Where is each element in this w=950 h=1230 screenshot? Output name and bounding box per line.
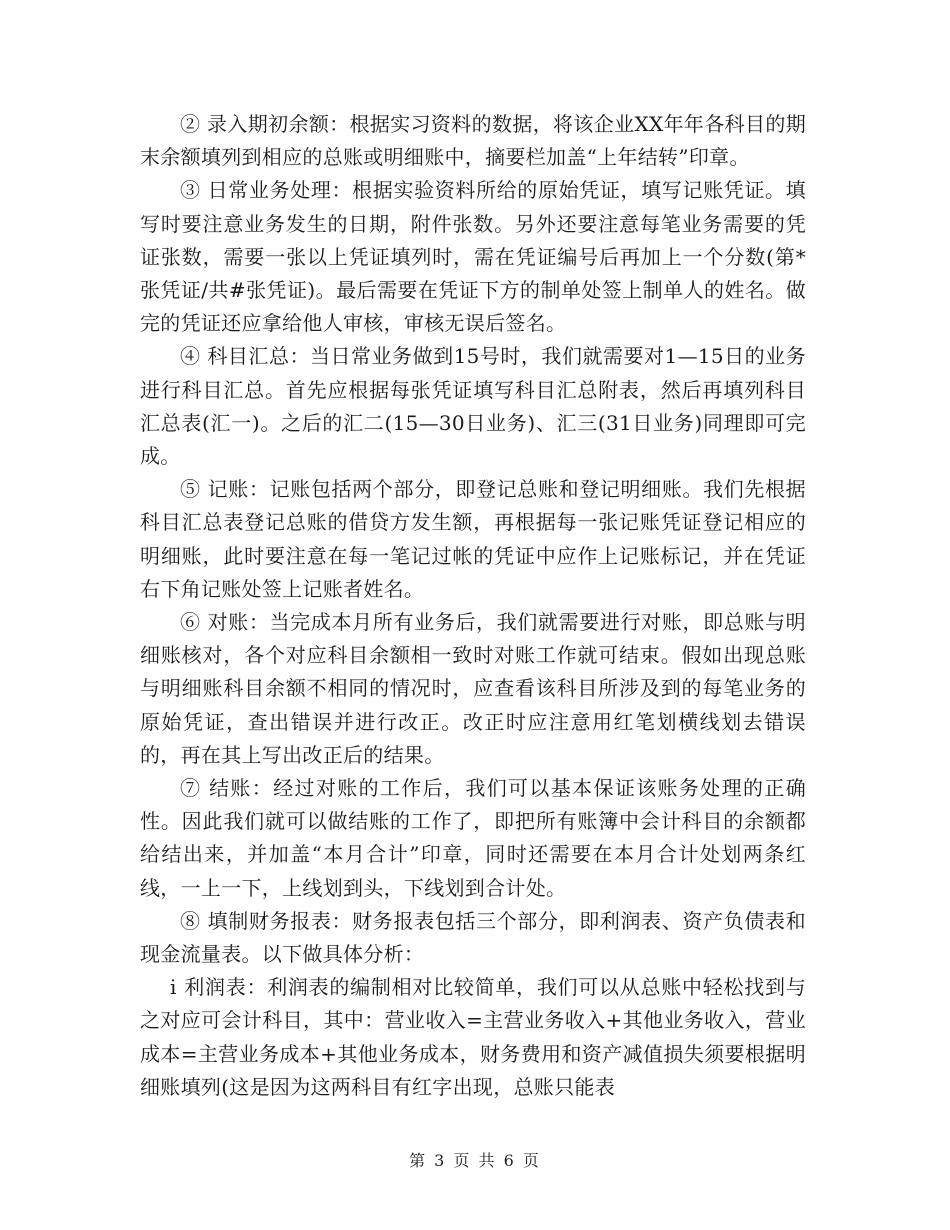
paragraph-reconciliation: ⑥ 对账：当完成本月所有业务后，我们就需要进行对账，即总账与明细账核对，各个对应科目余额相一致时对账工作就可结束。假如出现总账与明细账科目余额不相同的情况时，应查看该科目所涉及到的每笔业务的原始凭证，查出错误并进行改正。改正时应注意用红笔划横线划去错误的，再在其上写出改正后的结果。 — [140, 610, 806, 767]
paragraph-opening-balance: ② 录入期初余额：根据实习资料的数据，将该企业XX年年各科目的期末余额填列到相应的总账或明细账中，摘要栏加盖“上年结转”印章。 — [140, 112, 806, 170]
paragraph-financial-statements: ⑧ 填制财务报表：财务报表包括三个部分，即利润表、资产负债表和现金流量表。以下做具体分析： — [140, 908, 806, 967]
paragraph-closing: ⑦ 结账：经过对账的工作后，我们可以基本保证该账务处理的正确性。因此我们就可以做结账的工作了，即把所有账簿中会计科目的余额都给结出来，并加盖“本月合计”印章，同时还需要在本月合计处划两条红线，一上一下，上线划到头，下线划到合计处。 — [140, 776, 806, 900]
paragraph-account-summary: ④ 科目汇总：当日常业务做到15号时，我们就需要对1—15日的业务进行科目汇总。首先应根据每张凭证填写科目汇总附表，然后再填列科目汇总表(汇一)。之后的汇二(15—30日业务)、汇三(31日业务)同理即可完成。 — [140, 344, 806, 469]
paragraph-daily-business: ③ 日常业务处理：根据实验资料所给的原始凭证，填写记账凭证。填写时要注意业务发生的日期，附件张数。另外还要注意每笔业务需要的凭证张数，需要一张以上凭证填列时，需在凭证编号后再加上一个分数(第*张凭证/共#张凭证)。最后需要在凭证下方的制单处签上制单人的姓名。做完的凭证还应拿给他人审核，审核无误后签名。 — [140, 178, 806, 336]
document-page — [140, 108, 806, 1104]
paragraph-income-statement: ⅰ 利润表：利润表的编制相对比较简单，我们可以从总账中轻松找到与之对应可会计科目，其中：营业收入=主营业务收入+其他业务收入，营业成本=主营业务成本+其他业务成本，财务费用和资产减值损失须要根据明细账填列(这是因为这两科目有红字出现，总账只能表 — [140, 975, 806, 1099]
page-footer: 第 3 页 共 6 页 — [409, 1151, 541, 1170]
paragraph-bookkeeping: ⑤ 记账：记账包括两个部分，即登记总账和登记明细账。我们先根据科目汇总表登记总账的借贷方发生额，再根据每一张记账凭证登记相应的明细账，此时要注意在每一笔记过帐的凭证中应作上记账标记，并在凭证右下角记账处签上记账者姓名。 — [140, 477, 806, 601]
